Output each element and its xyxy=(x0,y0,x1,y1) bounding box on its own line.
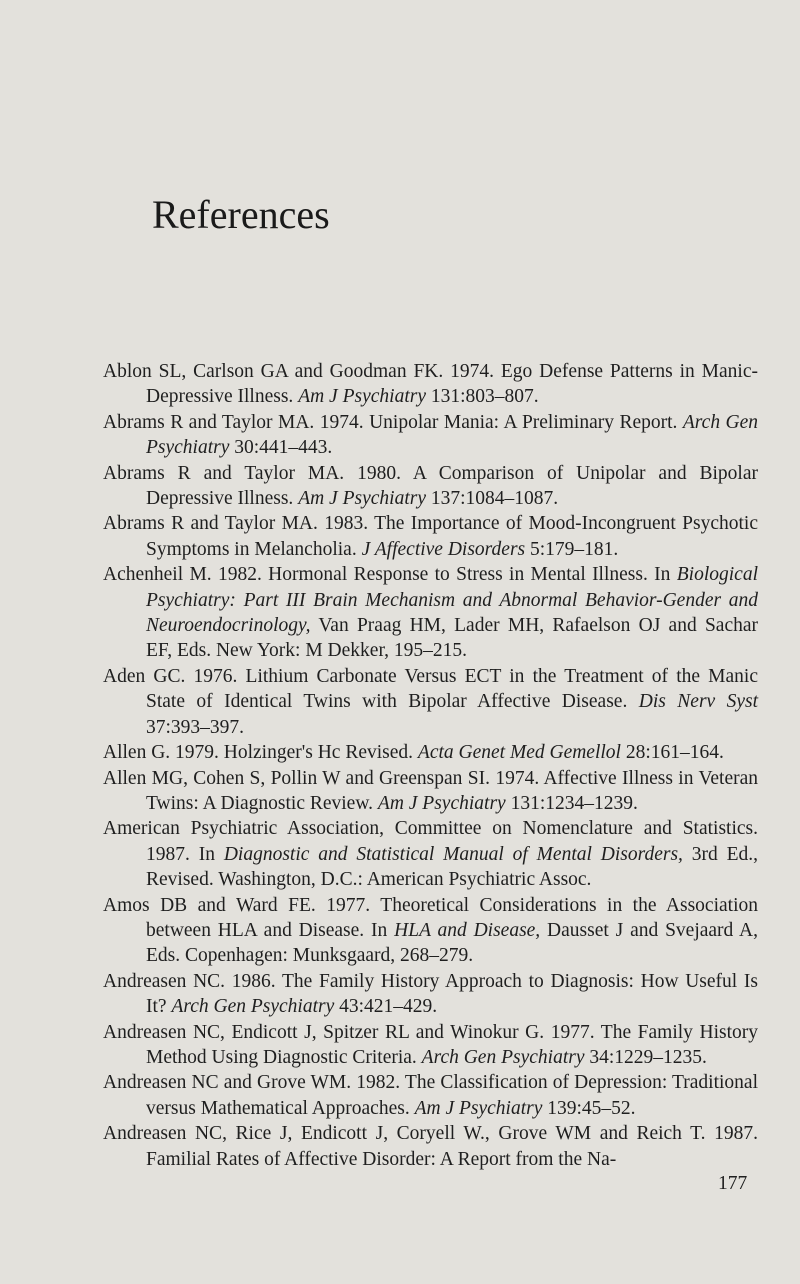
reference-journal: J Affective Disorders xyxy=(361,538,526,560)
reference-journal: Arch Gen Psychiatry xyxy=(171,996,335,1018)
reference-authors: Andreasen NC, Rice J, Endicott J, Coryell W., Grove WM and Reich T. 1987. Familial Rates of Affective Disorder: A Report from the Na- xyxy=(103,1123,758,1170)
reference-citation: 137:1084–1087. xyxy=(430,488,559,510)
reference-authors: Allen G. 1979. Holzinger's Hc Revised. xyxy=(103,742,414,764)
reference-entry xyxy=(103,893,758,969)
reference-citation: 43:421–429. xyxy=(339,996,438,1018)
reference-journal: Biological Psychiatry: Part III Brain Mechanism and Abnormal Behavior-Gender and Neuroendocrinology, xyxy=(146,564,758,637)
reference-citation: 139:45–52. xyxy=(547,1097,636,1119)
reference-citation: 131:803–807. xyxy=(430,386,539,408)
reference-entry xyxy=(103,511,758,562)
reference-citation: 5:179–181. xyxy=(530,538,619,560)
reference-citation: 28:161–164. xyxy=(625,742,724,764)
reference-authors: Abrams R and Taylor MA. 1974. Unipolar Mania: A Preliminary Report. xyxy=(103,411,678,433)
reference-entry xyxy=(103,766,758,817)
reference-entry xyxy=(103,461,758,512)
reference-citation: Dausset J and Svejaard A, Eds. Copenhagen: Munksgaard, 268–279. xyxy=(146,919,759,967)
reference-citation: 131:1234–1239. xyxy=(510,792,638,814)
reference-entry xyxy=(103,359,758,410)
reference-entry xyxy=(103,410,758,461)
reference-authors: Ablon SL, Carlson GA and Goodman FK. 1974. Ego Defense Patterns in Manic-Depressive Illness. xyxy=(103,361,758,408)
reference-journal: Am J Psychiatry xyxy=(298,386,426,408)
reference-authors: Achenheil M. 1982. Hormonal Response to Stress in Mental Illness. In xyxy=(103,564,671,586)
page-number: 177 xyxy=(718,1173,748,1194)
reference-authors: Aden GC. 1976. Lithium Carbonate Versus ECT in the Treatment of the Manic State of Identical Twins with Bipolar Affective Disease. xyxy=(103,665,758,713)
reference-authors: Andreasen NC and Grove WM. 1982. The Classification of Depression: Traditional versus Mathematical Approaches. xyxy=(103,1072,758,1119)
reference-citation: 30:441–443. xyxy=(234,437,333,459)
reference-entry xyxy=(103,664,758,740)
page-title: References xyxy=(152,192,330,237)
reference-entry xyxy=(103,562,758,664)
reference-citation: 34:1229–1235. xyxy=(589,1046,707,1068)
reference-authors: Andreasen NC, Endicott J, Spitzer RL and Winokur G. 1977. The Family History Method Using Diagnostic Criteria. xyxy=(103,1021,758,1068)
reference-entry xyxy=(103,740,758,765)
reference-authors: Abrams R and Taylor MA. 1980. A Comparison of Unipolar and Bipolar Depressive Illness. xyxy=(103,462,758,510)
reference-journal: HLA and Disease, xyxy=(394,919,541,941)
reference-citation: 3rd Ed., Revised. Washington, D.C.: American Psychiatric Assoc. xyxy=(146,843,759,891)
reference-journal: Am J Psychiatry xyxy=(414,1097,543,1119)
reference-journal: Am J Psychiatry xyxy=(377,792,506,814)
reference-entry xyxy=(103,1070,758,1121)
reference-journal: Diagnostic and Statistical Manual of Mental Disorders, xyxy=(223,843,683,865)
reference-authors: Amos DB and Ward FE. 1977. Theoretical Considerations in the Association between HLA and Disease. In xyxy=(103,894,758,941)
reference-authors: Allen MG, Cohen S, Pollin W and Greenspan SI. 1974. Affective Illness in Veteran Twins: A Diagnostic Review. xyxy=(103,767,758,814)
reference-journal: Am J Psychiatry xyxy=(298,488,426,510)
reference-entry xyxy=(103,816,758,892)
reference-authors: American Psychiatric Association, Committee on Nomenclature and Statistics. 1987. In xyxy=(103,818,758,865)
reference-entry xyxy=(103,1020,758,1071)
reference-list xyxy=(103,359,758,1172)
reference-entry xyxy=(103,1121,758,1172)
reference-journal: Arch Gen Psychiatry xyxy=(421,1046,585,1068)
reference-journal: Dis Nerv Syst xyxy=(638,691,759,713)
reference-entry xyxy=(103,969,758,1020)
reference-journal: Acta Genet Med Gemellol xyxy=(417,742,621,764)
reference-authors: Abrams R and Taylor MA. 1983. The Importance of Mood-Incongruent Psychotic Symptoms in Melancholia. xyxy=(103,513,758,560)
reference-citation: 37:393–397. xyxy=(146,716,245,738)
reference-citation: Van Praag HM, Lader MH, Rafaelson OJ and Sachar EF, Eds. New York: M Dekker, 195–215. xyxy=(146,615,758,662)
reference-authors: Andreasen NC. 1986. The Family History Approach to Diagnosis: How Useful Is It? xyxy=(103,970,758,1018)
reference-journal: Arch Gen Psychiatry xyxy=(146,411,759,459)
